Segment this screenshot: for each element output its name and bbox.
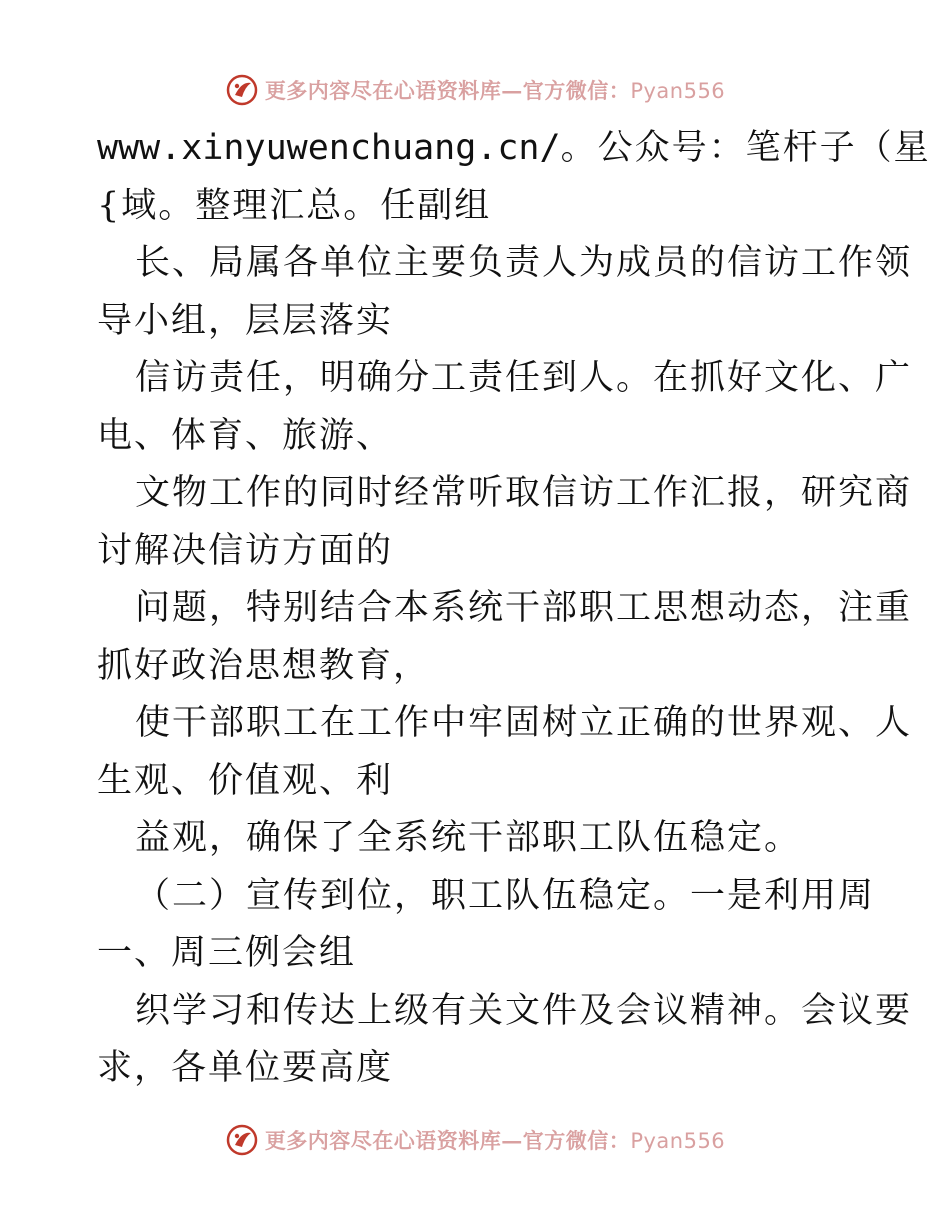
body-line: 抓好政治思想教育，: [97, 645, 431, 686]
body-line: 文物工作的同时经常听取信访工作汇报，研究商: [135, 473, 913, 513]
body-line: 益观，确保了全系统干部职工队伍稳定。: [135, 818, 802, 858]
body-line: www.xinyuwenchuang.cn/。公众号：笔杆子（星: [97, 128, 931, 168]
body-line: 求，各单位要高度: [97, 1048, 394, 1088]
body-line: 讨解决信访方面的: [97, 530, 394, 571]
body-line: 使干部职工在工作中牢固树立正确的世界观、人: [135, 703, 913, 743]
body-text: [97, 120, 931, 1098]
body-line: 生观、价值观、利: [97, 760, 394, 801]
body-line: 导小组，层层落实: [97, 300, 394, 341]
xinyu-logo-icon: [225, 1123, 259, 1157]
header-banner-text: 更多内容尽在心语资料库—官方微信：: [264, 78, 631, 103]
website-url: www.xinyuwenchuang.cn/: [97, 128, 561, 168]
body-line: 信访责任，明确分工责任到人。在抓好文化、广: [135, 358, 913, 398]
footer-banner: [0, 1120, 950, 1160]
body-line: 问题，特别结合本系统干部职工思想动态，注重: [135, 588, 913, 628]
header-wechat-id: Pyan556: [630, 79, 726, 103]
body-line: 织学习和传达上级有关文件及会议精神。会议要: [135, 990, 913, 1031]
header-banner: [0, 70, 950, 110]
body-line: 长、局属各单位主要负责人为成员的信访工作领: [135, 243, 913, 283]
body-line: （二）宣传到位，职工队伍稳定。一是利用周: [135, 875, 876, 916]
body-line: {域。整理汇总。任副组: [97, 185, 492, 226]
footer-wechat-id: Pyan556: [630, 1129, 726, 1153]
footer-banner-text: 更多内容尽在心语资料库—官方微信：: [264, 1128, 631, 1153]
body-line: 电、体育、旅游、: [97, 415, 394, 456]
xinyu-logo-icon: [225, 73, 259, 107]
body-line: 一、周三例会组: [97, 933, 357, 973]
